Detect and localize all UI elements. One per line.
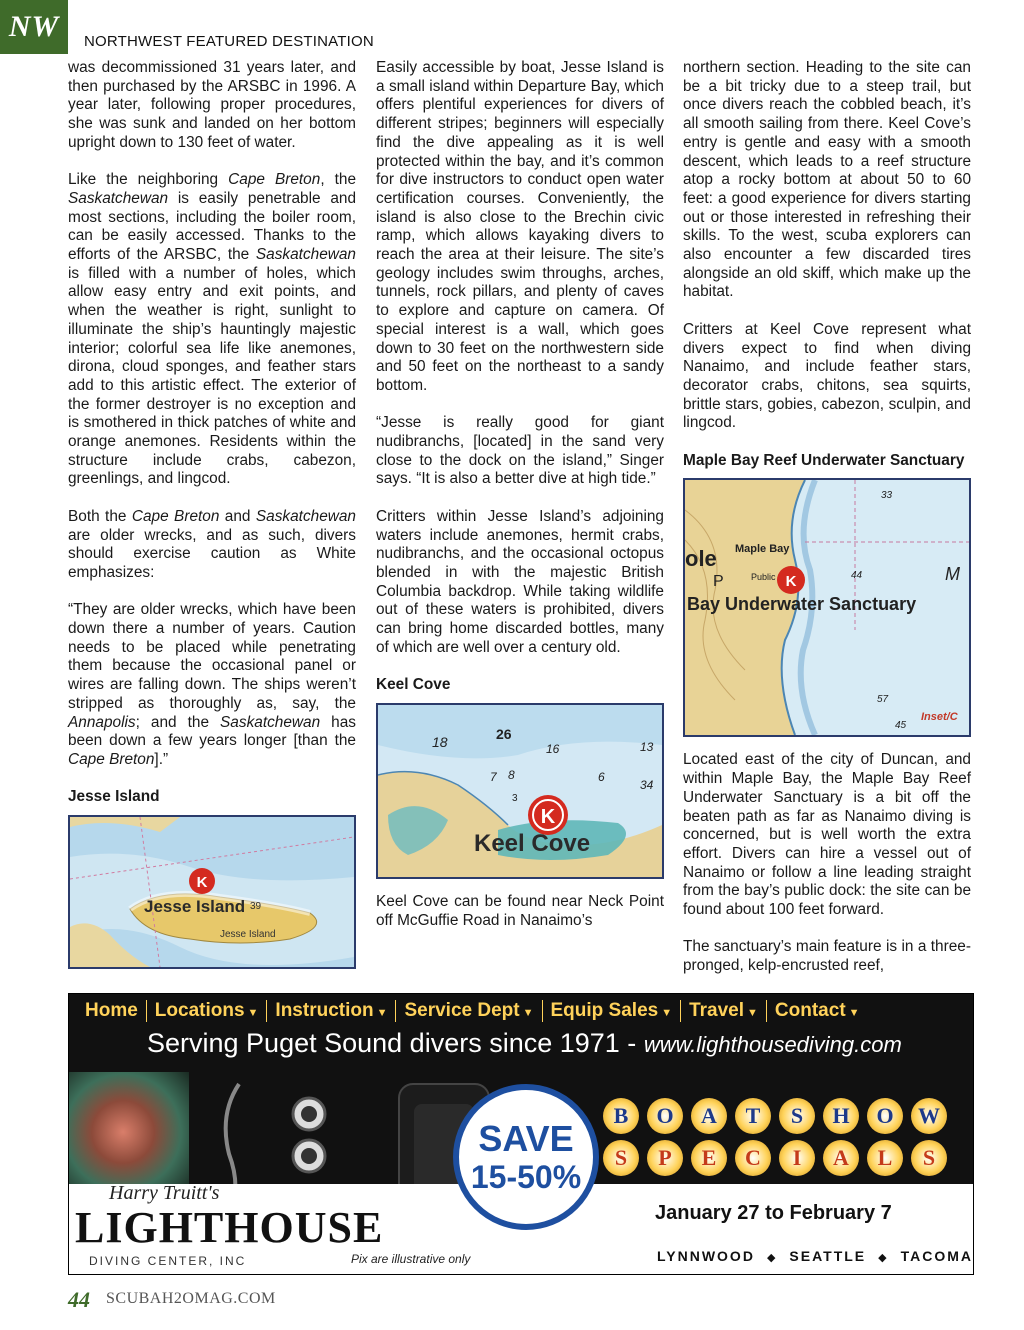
ad-tagline: Serving Puget Sound divers since 1971 - www.lighthousediving.com xyxy=(147,1028,902,1058)
ad-dates: January 27 to February 7 xyxy=(655,1202,892,1224)
map-pin-icon: K xyxy=(785,573,797,591)
paragraph: was decommissioned 31 years later, and then purchased by the ARSBC in 1996. A year later, following proper procedures, she was sunk and landed on her bottom upright down to 130 feet of water. xyxy=(68,59,356,151)
maple-bay-map xyxy=(683,478,971,737)
chevron-down-icon: ▼ xyxy=(661,1007,673,1019)
marquee-bulb: I xyxy=(779,1140,815,1176)
marquee-bulb: H xyxy=(823,1098,859,1134)
marquee-bulb: A xyxy=(823,1140,859,1176)
marquee-bulb: T xyxy=(735,1098,771,1134)
map-depth: 13 xyxy=(640,739,654,754)
chevron-down-icon: ▼ xyxy=(522,1007,534,1019)
subhead-jesse-island: Jesse Island xyxy=(68,788,160,806)
paragraph: Keel Cove can be found near Neck Point off McGuffie Road in Nanaimo’s xyxy=(376,892,664,929)
quote-paragraph: “Jesse is really good for giant nudibranchs, [located] in the sand very close to the dock on the island,” Singer says. “It is also a better dive at high tide.” xyxy=(376,414,664,488)
map-depth: 33 xyxy=(881,490,893,502)
map-depth: 18 xyxy=(432,733,448,750)
ad-boatshow-lights xyxy=(599,1098,951,1134)
marquee-bulb: O xyxy=(647,1098,683,1134)
map-label: Public xyxy=(751,572,776,583)
subhead-maple-bay: Maple Bay Reef Underwater Sanctuary xyxy=(683,451,965,469)
map-depth: 8 xyxy=(508,767,515,782)
map-depth: 34 xyxy=(640,777,654,792)
map-depth: 44 xyxy=(851,570,863,582)
subhead-keel-cove: Keel Cove xyxy=(376,676,451,694)
diamond-icon: ◆ xyxy=(878,1252,889,1264)
map-depth: 45 xyxy=(895,720,907,732)
marquee-bulb: L xyxy=(867,1140,903,1176)
map-depth: 6 xyxy=(598,769,605,784)
map-label: P xyxy=(713,573,724,591)
ad-cities: LYNNWOOD ◆ SEATTLE ◆ TACOMA xyxy=(657,1248,974,1264)
section-header: NORTHWEST FEATURED DESTINATION xyxy=(84,33,374,50)
map-label: Jesse Island xyxy=(144,897,246,917)
ad-disclaimer: Pix are illustrative only xyxy=(351,1252,471,1266)
ad-brand-script: Harry Truitt's xyxy=(109,1182,220,1204)
ad-nav-contact[interactable]: Contact ▼ xyxy=(774,1000,860,1021)
ad-brand-logo: LIGHTHOUSE xyxy=(75,1203,384,1252)
ad-brand-subtitle: DIVING CENTER, INC xyxy=(89,1254,247,1268)
marquee-bulb: B xyxy=(603,1098,639,1134)
chevron-down-icon: ▼ xyxy=(747,1007,758,1019)
map-depth: 39 xyxy=(250,901,262,913)
ad-nav-locations[interactable]: Locations ▼ xyxy=(147,1000,268,1022)
marquee-bulb: S xyxy=(911,1140,947,1176)
marquee-bulb: A xyxy=(691,1098,727,1134)
paragraph: northern section. Heading to the site can be a bit tricky due to a steep trail, but once divers reach the cobbled beach, it’s all smooth sailing from there. Keel Cove’s entry is gentle and easy with a smooth descent, which leads to a reef structure atop a rocky bottom at about 50 to 60 feet: a good experience for divers starting out or those interested in refreshing their skills. To the west, scuba explorers can also encounter a few discarded tires alongside an old skiff, which make up the habitat. xyxy=(683,59,971,301)
lighthouse-diving-ad[interactable] xyxy=(68,993,974,1275)
ad-url-link[interactable]: www.lighthousediving.com xyxy=(643,1032,902,1057)
scorpionfish-photo xyxy=(69,1072,189,1192)
article-column-3 xyxy=(683,59,971,995)
ad-save-badge xyxy=(453,1084,599,1230)
marquee-bulb: W xyxy=(911,1098,947,1134)
jesse-island-map xyxy=(68,815,356,969)
map-pin-icon: K xyxy=(196,874,208,892)
article-column-1 xyxy=(68,59,356,983)
ad-nav-home[interactable]: Home xyxy=(77,1000,147,1022)
ad-nav-bar xyxy=(69,994,973,1028)
keel-cove-map xyxy=(376,703,664,879)
diamond-icon: ◆ xyxy=(766,1252,778,1264)
paragraph: The sanctuary’s main feature is in a three-pronged, kelp-encrusted reef, xyxy=(683,938,971,975)
article-column-2 xyxy=(376,59,664,949)
chevron-down-icon: ▼ xyxy=(376,1007,388,1019)
map-depth: 57 xyxy=(877,694,889,706)
paragraph: Like the neighboring Cape Breton, the Saskatchewan is easily penetrable and most sections, including the boiler room, can be easily accessed. Thanks to the efforts of the ARSBC, the Saskatchewan is filled with a number of holes, which allow easy entry and exit points, and when the weather is right, sunlight to illuminate the ship’s hauntingly majestic interior; colorful sea life like anemones, dirona, cloud sponges, and feather stars add to this artistic effect. The exterior of the former destroyer is no exception and is smothered in thick patches of white and orange anemones. Residents within the structure include crabs, cabezon, greenlings, and lingcod. xyxy=(68,171,357,488)
paragraph: Both the Cape Breton and Saskatchewan are older wrecks, and as such, divers should exercise caution as White emphasizes: xyxy=(68,507,356,581)
marquee-bulb: S xyxy=(779,1098,815,1134)
quote-paragraph: “They are older wrecks, which have been down there a number of years. Caution needs to be placed while penetrating them because the occasional panel or wires are falling down. The ships weren’t stripped as thoroughly as, say, the Annapolis; and the Saskatchewan has been down a few years longer [than the Cape Breton].” xyxy=(68,601,356,768)
marquee-bulb: C xyxy=(735,1140,771,1176)
ad-nav-equip-sales[interactable]: Equip Sales ▼ xyxy=(543,1000,682,1022)
map-pin-icon: K xyxy=(540,805,556,828)
ad-nav-travel[interactable]: Travel ▼ xyxy=(681,1000,767,1022)
ad-save-word: SAVE xyxy=(478,1118,574,1159)
map-label: M xyxy=(945,564,960,585)
marquee-bulb: S xyxy=(603,1140,639,1176)
map-label: Maple Bay xyxy=(735,543,790,556)
ad-specials-lights xyxy=(599,1140,951,1176)
ad-nav-service-dept[interactable]: Service Dept ▼ xyxy=(396,1000,542,1022)
paragraph: Critters within Jesse Island’s adjoining waters include anemones, hermit crabs, nudibranchs, and the occasional octopus blended in with the majestic British Columbia backdrop. While taking wildlife out of these waters is prohibited, divers can bring home discarded bottles, many of which are well over a century old. xyxy=(376,507,664,656)
footer-site: SCUBAH2OMAG.COM xyxy=(106,1290,276,1307)
chevron-down-icon: ▼ xyxy=(247,1007,259,1019)
ad-nav-instruction[interactable]: Instruction ▼ xyxy=(267,1000,396,1022)
map-label: ole xyxy=(685,546,717,572)
ad-save-percent: 15-50% xyxy=(470,1159,582,1195)
marquee-bulb: P xyxy=(647,1140,683,1176)
map-inset-label: Inset/C xyxy=(921,711,958,724)
map-depth: 16 xyxy=(546,741,560,756)
page-number: 44 xyxy=(68,1287,90,1312)
paragraph: Located east of the city of Duncan, and within Maple Bay, the Maple Bay Reef Underwater Sanctuary is a bit off the beaten path as far as Nanaimo diving is concerned, but is well worth the extra effort. Divers can hire a vessel out of Nanaimo or follow a line leading straight from the bay’s public dock: the site can be found about 100 feet forward. xyxy=(683,751,971,919)
section-badge: NW xyxy=(0,0,68,54)
map-label: Bay Underwater Sanctuary xyxy=(687,594,917,615)
map-label: Keel Cove xyxy=(474,829,591,857)
map-depth: 26 xyxy=(496,725,512,742)
paragraph: Easily accessible by boat, Jesse Island is a small island within Departure Bay, which offers plentiful experiences for divers of different stripes; beginners will especially find the dive appealing as it is well protected within the bay, and it’s common for dive instructors to conduct open water certification courses. Conveniently, the island is also close to the Brechin civic ramp, which allows kayaking divers to reach the area at their leisure. The site’s geology includes swim throughs, arches, tunnels, rock pillars, and plenty of caves to explore and capture on camera. Of special interest is a wall, which goes down to 30 feet on the northwestern side and 50 feet on the northeast to a sandy bottom. xyxy=(376,59,664,394)
map-depth: 7 xyxy=(490,769,497,784)
chevron-down-icon: ▼ xyxy=(848,1007,860,1019)
marquee-bulb: E xyxy=(691,1140,727,1176)
marquee-bulb: O xyxy=(867,1098,903,1134)
map-depth: 3 xyxy=(512,792,518,804)
paragraph: Critters at Keel Cove represent what divers expect to find when diving Nanaimo, and include feather stars, decorator crabs, chitons, sea squirts, brittle stars, gobies, cabezon, sculpin, and lingcod. xyxy=(683,320,971,432)
map-label-small: Jesse Island xyxy=(220,929,276,941)
